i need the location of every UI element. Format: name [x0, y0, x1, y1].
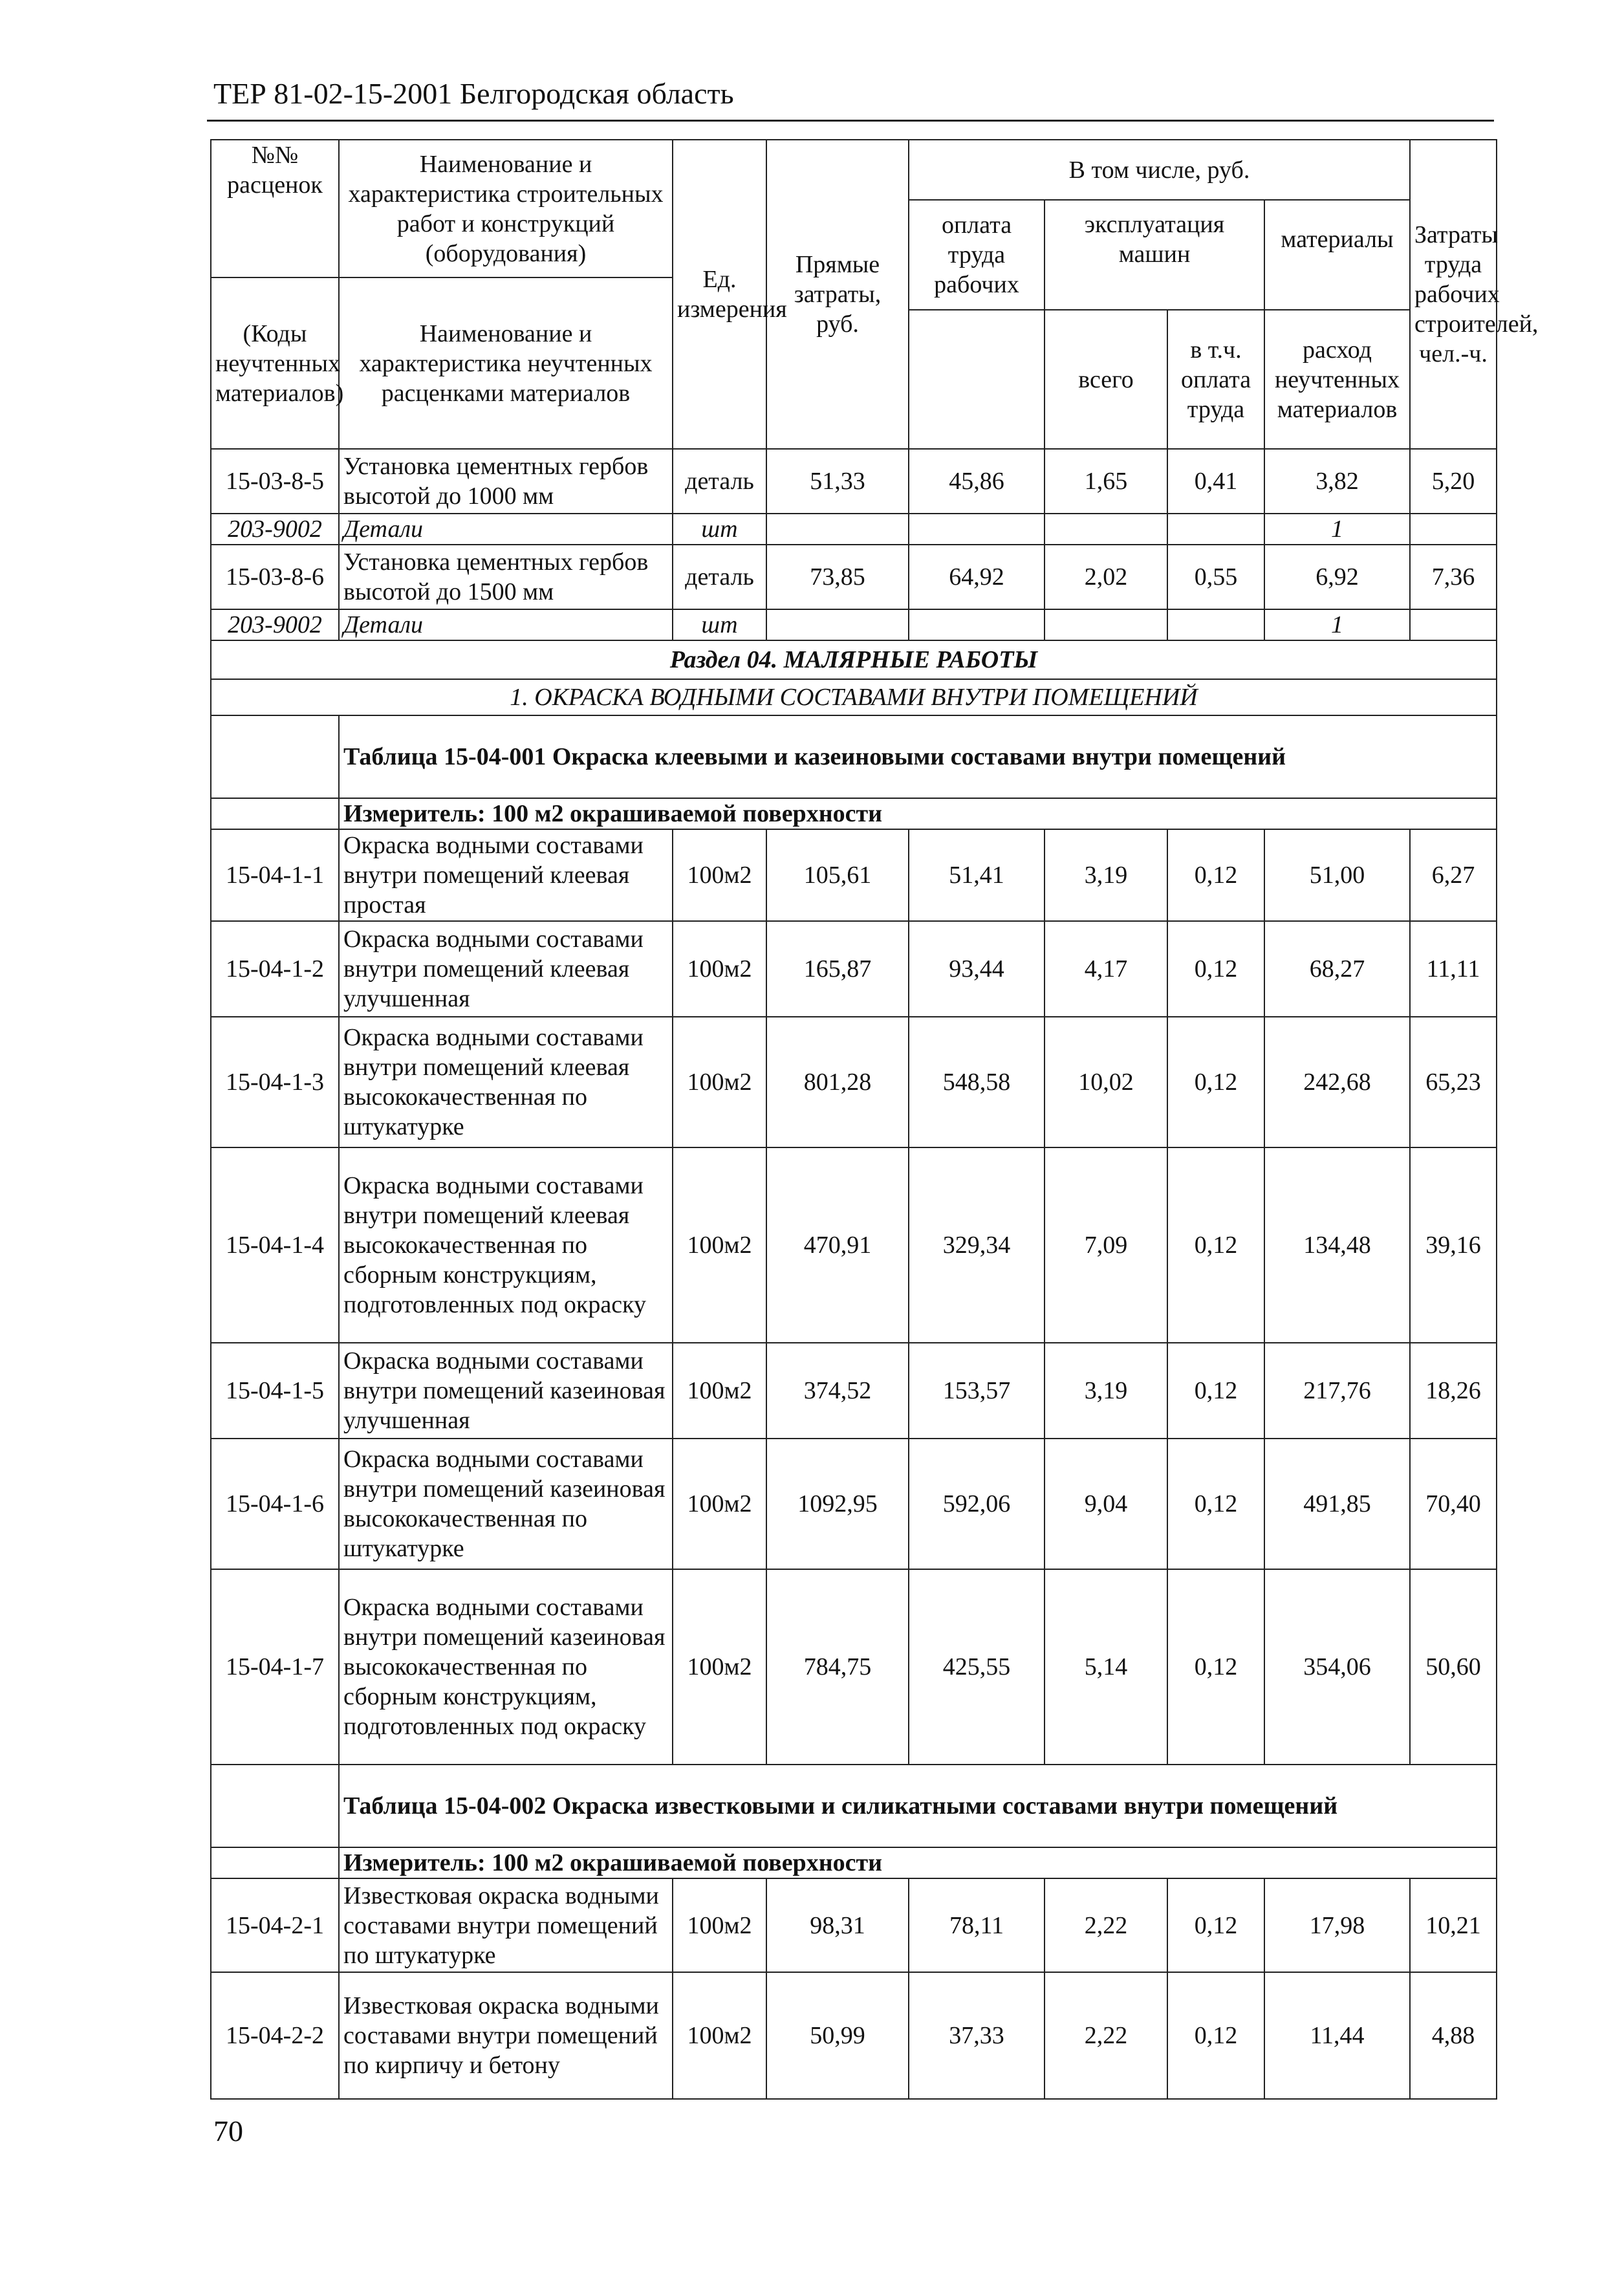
rate-name: Окраска водными составами внутри помещений казеиновая высококачественная по сборным конструкциям, подготовленных под окраску: [339, 1569, 673, 1765]
labor-cost: 10,21: [1410, 1878, 1497, 1972]
wages-cost: 51,41: [909, 829, 1045, 921]
table-row: [211, 829, 1497, 921]
measure-line-row: [211, 798, 1497, 829]
empty-cell: [1045, 514, 1167, 545]
table-title-row: [211, 1765, 1497, 1847]
machines-wages: 0,12: [1167, 1878, 1264, 1972]
wages-cost: 329,34: [909, 1147, 1045, 1343]
machines-cost: 5,14: [1045, 1569, 1167, 1765]
header-code-alt: (Коды неучтенных материалов): [211, 277, 339, 449]
empty-cell: [909, 609, 1045, 640]
empty-cell: [1410, 514, 1497, 545]
rate-unit: 100м2: [673, 829, 766, 921]
materials-cost: 242,68: [1264, 1017, 1410, 1147]
empty-cell: [1410, 609, 1497, 640]
rate-name: Окраска водными составами внутри помещений клеевая высококачественная по штукатурке: [339, 1017, 673, 1147]
empty-cell: [909, 514, 1045, 545]
measure-line: Измеритель: 100 м2 окрашиваемой поверхности: [339, 1847, 1497, 1878]
direct-cost: 470,91: [766, 1147, 909, 1343]
direct-cost: 801,28: [766, 1017, 909, 1147]
materials-cost: 217,76: [1264, 1343, 1410, 1439]
table-row: [211, 449, 1497, 514]
empty-cell: [766, 514, 909, 545]
machines-wages: 0,12: [1167, 1972, 1264, 2099]
material-code: 203-9002: [211, 609, 339, 640]
table-row: [211, 1343, 1497, 1439]
wages-cost: 548,58: [909, 1017, 1045, 1147]
measure-line: Измеритель: 100 м2 окрашиваемой поверхности: [339, 798, 1497, 829]
rate-name: Известковая окраска водными составами внутри помещений по кирпичу и бетону: [339, 1972, 673, 2099]
machines-wages: 0,12: [1167, 829, 1264, 921]
machines-cost: 3,19: [1045, 829, 1167, 921]
table-row: [211, 1569, 1497, 1765]
rate-code: 15-04-2-2: [211, 1972, 339, 2099]
material-unit: шт: [673, 609, 766, 640]
materials-cost: 11,44: [1264, 1972, 1410, 2099]
table-title-row: [211, 715, 1497, 798]
machines-cost: 4,17: [1045, 921, 1167, 1017]
measure-line-row: [211, 1847, 1497, 1878]
header-materials: материалы: [1264, 200, 1410, 277]
rate-name: Окраска водными составами внутри помещений казеиновая высококачественная по штукатурке: [339, 1439, 673, 1569]
table-row: [211, 1972, 1497, 2099]
subsection-title: 1. ОКРАСКА ВОДНЫМИ СОСТАВАМИ ВНУТРИ ПОМЕЩЕНИЙ: [211, 679, 1497, 715]
machines-wages: 0,55: [1167, 545, 1264, 609]
rate-name: Установка цементных гербов высотой до 1000 мм: [339, 449, 673, 514]
machines-wages: 0,12: [1167, 1017, 1264, 1147]
machines-cost: 2,22: [1045, 1878, 1167, 1972]
empty-cell: [1167, 609, 1264, 640]
rate-unit: 100м2: [673, 1017, 766, 1147]
rate-unit: деталь: [673, 449, 766, 514]
materials-cost: 3,82: [1264, 449, 1410, 514]
wages-cost: 425,55: [909, 1569, 1045, 1765]
header-incl: В том числе, руб.: [909, 140, 1410, 200]
header-machines-cont: [1045, 277, 1264, 310]
table-row: [211, 545, 1497, 609]
header-name: Наименование и характеристика строительных работ и конструкций (оборудования): [339, 140, 673, 277]
wages-cost: 64,92: [909, 545, 1045, 609]
material-row: [211, 514, 1497, 545]
table-row: [211, 1147, 1497, 1343]
table-row: [211, 1439, 1497, 1569]
materials-cost: 51,00: [1264, 829, 1410, 921]
header-incl-wages: в т.ч. оплата труда: [1167, 310, 1264, 449]
materials-cost: 134,48: [1264, 1147, 1410, 1343]
materials-cost: 6,92: [1264, 545, 1410, 609]
machines-cost: 7,09: [1045, 1147, 1167, 1343]
machines-wages: 0,12: [1167, 921, 1264, 1017]
rate-name: Известковая окраска водными составами внутри помещений по штукатурке: [339, 1878, 673, 1972]
material-qty: 1: [1264, 609, 1410, 640]
labor-cost: 70,40: [1410, 1439, 1497, 1569]
rate-unit: 100м2: [673, 1569, 766, 1765]
rate-unit: 100м2: [673, 921, 766, 1017]
section-title-row: [211, 640, 1497, 679]
rate-unit: 100м2: [673, 1147, 766, 1343]
materials-cost: 354,06: [1264, 1569, 1410, 1765]
rate-code: 15-04-1-3: [211, 1017, 339, 1147]
header-code: №№ расценок: [211, 140, 339, 200]
rate-code: 15-04-1-7: [211, 1569, 339, 1765]
rate-name: Установка цементных гербов высотой до 1500 мм: [339, 545, 673, 609]
lead-cell: [211, 1765, 339, 1847]
direct-cost: 1092,95: [766, 1439, 909, 1569]
direct-cost: 50,99: [766, 1972, 909, 2099]
rate-code: 15-04-1-6: [211, 1439, 339, 1569]
wages-cost: 153,57: [909, 1343, 1045, 1439]
wages-cost: 93,44: [909, 921, 1045, 1017]
rate-name: Окраска водными составами внутри помещений клеевая простая: [339, 829, 673, 921]
machines-wages: 0,41: [1167, 449, 1264, 514]
header-machines: эксплуатация машин: [1045, 200, 1264, 277]
rate-code: 15-04-1-1: [211, 829, 339, 921]
material-name: Детали: [339, 609, 673, 640]
machines-cost: 2,22: [1045, 1972, 1167, 2099]
page-number: 70: [213, 2114, 243, 2147]
labor-cost: 4,88: [1410, 1972, 1497, 2099]
rate-code: 15-03-8-5: [211, 449, 339, 514]
rate-unit: 100м2: [673, 1343, 766, 1439]
rate-code: 15-04-1-4: [211, 1147, 339, 1343]
labor-cost: 11,11: [1410, 921, 1497, 1017]
wages-cost: 78,11: [909, 1878, 1045, 1972]
direct-cost: 784,75: [766, 1569, 909, 1765]
rate-unit: 100м2: [673, 1878, 766, 1972]
rate-unit: 100м2: [673, 1439, 766, 1569]
section-title: Раздел 04. МАЛЯРНЫЕ РАБОТЫ: [211, 640, 1497, 679]
labor-cost: 50,60: [1410, 1569, 1497, 1765]
material-code: 203-9002: [211, 514, 339, 545]
material-qty: 1: [1264, 514, 1410, 545]
rates-table: [210, 139, 1539, 2100]
labor-cost: 5,20: [1410, 449, 1497, 514]
lead-cell: [211, 1847, 339, 1878]
direct-cost: 105,61: [766, 829, 909, 921]
subsection-title-row: [211, 679, 1497, 715]
machines-cost: 3,19: [1045, 1343, 1167, 1439]
machines-wages: 0,12: [1167, 1569, 1264, 1765]
table-body: [211, 140, 1539, 2099]
material-name: Детали: [339, 514, 673, 545]
page-header: ТЕР 81-02-15-2001 Белгородская область: [213, 77, 734, 110]
machines-cost: 2,02: [1045, 545, 1167, 609]
header-direct: Прямые затраты, руб.: [766, 140, 909, 449]
rate-code: 15-04-1-2: [211, 921, 339, 1017]
machines-cost: 1,65: [1045, 449, 1167, 514]
table-row: [211, 1017, 1497, 1147]
direct-cost: 73,85: [766, 545, 909, 609]
labor-cost: 7,36: [1410, 545, 1497, 609]
header-code-cont: [211, 200, 339, 277]
machines-cost: 10,02: [1045, 1017, 1167, 1147]
header-unit: Ед. измерения: [673, 140, 766, 449]
direct-cost: 51,33: [766, 449, 909, 514]
header-name-alt: Наименование и характеристика неучтенных расценками материалов: [339, 277, 673, 449]
direct-cost: 374,52: [766, 1343, 909, 1439]
empty-cell: [1167, 514, 1264, 545]
header-labor: Затраты труда рабочих строителей, чел.-ч.: [1410, 140, 1497, 449]
machines-wages: 0,12: [1167, 1439, 1264, 1569]
header-wages: оплата труда рабочих: [909, 200, 1045, 310]
header-wages-cont: [909, 310, 1045, 449]
rate-name: Окраска водными составами внутри помещений клеевая высококачественная по сборным конструкциям, подготовленных под окраску: [339, 1147, 673, 1343]
table-title: Таблица 15-04-001 Окраска клеевыми и казеиновыми составами внутри помещений: [339, 715, 1497, 798]
lead-cell: [211, 715, 339, 798]
machines-wages: 0,12: [1167, 1147, 1264, 1343]
direct-cost: 98,31: [766, 1878, 909, 1972]
table-title: Таблица 15-04-002 Окраска известковыми и силикатными составами внутри помещений: [339, 1765, 1497, 1847]
material-unit: шт: [673, 514, 766, 545]
empty-cell: [1045, 609, 1167, 640]
table-row: [211, 1878, 1497, 1972]
wages-cost: 37,33: [909, 1972, 1045, 2099]
rate-unit: деталь: [673, 545, 766, 609]
machines-cost: 9,04: [1045, 1439, 1167, 1569]
header-rule: [207, 120, 1494, 122]
header-unaccounted: расход неучтенных материалов: [1264, 310, 1410, 449]
machines-wages: 0,12: [1167, 1343, 1264, 1439]
rate-code: 15-04-1-5: [211, 1343, 339, 1439]
rate-code: 15-03-8-6: [211, 545, 339, 609]
materials-cost: 68,27: [1264, 921, 1410, 1017]
materials-cost: 491,85: [1264, 1439, 1410, 1569]
table-row: [211, 921, 1497, 1017]
material-row: [211, 609, 1497, 640]
wages-cost: 45,86: [909, 449, 1045, 514]
labor-cost: 6,27: [1410, 829, 1497, 921]
labor-cost: 65,23: [1410, 1017, 1497, 1147]
header-materials-cont: [1264, 277, 1410, 310]
wages-cost: 592,06: [909, 1439, 1045, 1569]
labor-cost: 18,26: [1410, 1343, 1497, 1439]
rate-name: Окраска водными составами внутри помещений казеиновая улучшенная: [339, 1343, 673, 1439]
rate-name: Окраска водными составами внутри помещений клеевая улучшенная: [339, 921, 673, 1017]
lead-cell: [211, 798, 339, 829]
header-total: всего: [1045, 310, 1167, 449]
labor-cost: 39,16: [1410, 1147, 1497, 1343]
empty-cell: [766, 609, 909, 640]
rate-unit: 100м2: [673, 1972, 766, 2099]
rate-code: 15-04-2-1: [211, 1878, 339, 1972]
materials-cost: 17,98: [1264, 1878, 1410, 1972]
direct-cost: 165,87: [766, 921, 909, 1017]
